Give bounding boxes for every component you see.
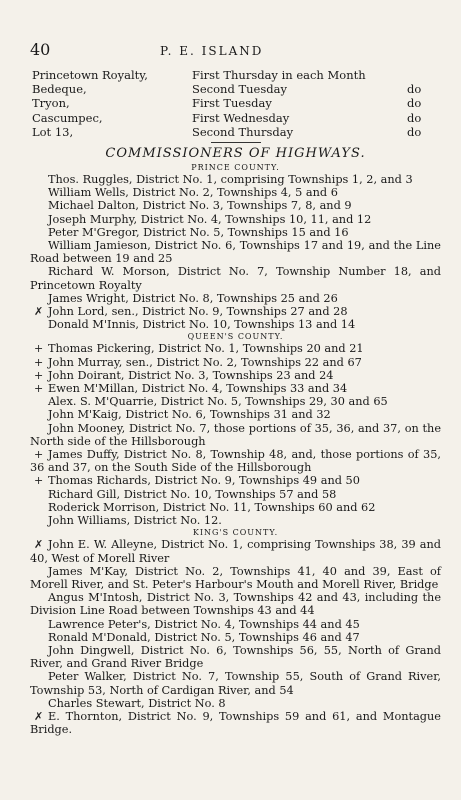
- handwritten-mark-icon: +: [34, 342, 44, 356]
- entry-text: William Wells, District No. 2, Townships 4, 5 and 6: [48, 186, 338, 200]
- court-day: First Wednesday: [192, 110, 290, 125]
- entry-text: Lawrence Peter's, District No. 4, Townships 44 and 45: [48, 617, 360, 631]
- entry-text: John M'Kaig, District No. 6, Townships 31 and 32: [48, 408, 331, 422]
- entry-text: James Wright, District No. 8, Townships 25 and 26: [48, 291, 338, 305]
- entry-text: James Duffy, District No. 8, Township 48, and, those portions of 35, 36 and 37, on the South Side of the Hillsborough: [30, 448, 441, 475]
- running-title: P. E. ISLAND: [160, 44, 264, 58]
- commissioner-entry: [30, 305, 441, 318]
- handwritten-mark-icon: +: [34, 382, 44, 396]
- entry-text: John Dingwell, District No. 6, Townships 56, 55, North of Grand River, and Grand River Bridge: [30, 643, 441, 671]
- commissioner-entry: [30, 318, 441, 331]
- commissioner-entry: [30, 618, 441, 631]
- handwritten-mark-icon: +: [34, 368, 44, 382]
- entry-text: Roderick Morrison, District No. 11, Townships 60 and 62: [48, 500, 376, 514]
- court-day: Second Tuesday: [192, 82, 287, 97]
- commissioner-entry: [30, 292, 441, 305]
- commissioner-entry: [30, 501, 441, 514]
- entry-text: Alex. S. M'Quarrie, District No. 5, Townships 29, 30 and 65: [48, 395, 388, 409]
- page-number: 40: [30, 40, 51, 59]
- handwritten-mark-icon: ✗: [34, 709, 44, 723]
- divider-rule: [211, 142, 261, 143]
- court-place: Cascumpec,: [32, 110, 103, 125]
- entry-text: John Doirant, District No. 3, Townships 23 and 24: [48, 368, 334, 382]
- entry-text: Richard Gill, District No. 10, Townships 57 and 58: [48, 487, 337, 501]
- entry-text: John Murray, sen., District No. 2, Townships 22 and 67: [48, 355, 362, 369]
- handwritten-mark-icon: +: [34, 355, 44, 369]
- entry-text: E. Thornton, District No. 9, Townships 59 and 61, and Montague Bridge.: [30, 709, 441, 737]
- commissioner-entry: [30, 226, 441, 239]
- handwritten-mark-icon: +: [34, 448, 44, 462]
- court-day: Second Thursday: [192, 124, 294, 139]
- court-day: First Thursday in each Month: [192, 68, 366, 82]
- entry-text: John Mooney, District No. 7, those portions of 35, 36, and 37, on the North side of the Hillsborough: [30, 421, 441, 448]
- commissioners-list: [30, 163, 441, 736]
- commissioner-entry: [30, 710, 441, 736]
- court-ditto: do: [407, 110, 422, 125]
- commissioner-entry: [30, 395, 441, 408]
- entry-text: Thos. Ruggles, District No. 1, comprising Townships 1, 2, and 3: [48, 173, 413, 187]
- handwritten-mark-icon: ✗: [34, 538, 44, 552]
- entry-text: Richard W. Morson, District No. 7, Township Number 18, and Princetown Royalty: [30, 265, 441, 292]
- entry-text: Angus M'Intosh, District No. 3, Townships 42 and 43, including the Division Line Road between Townships 43 and 44: [30, 591, 441, 618]
- commissioner-entry: [30, 265, 441, 291]
- commissioner-entry: [30, 408, 441, 421]
- commissioner-entry: [30, 356, 441, 369]
- commissioner-entry: [30, 422, 441, 448]
- entry-text: James M'Kay, District No. 2, Townships 41, 40 and 39, East of Morell River, and St. Peter's Harbour's Mouth and Morell River, Bridge: [30, 564, 441, 591]
- court-place: Princetown Royalty,: [32, 68, 148, 82]
- commissioner-entry: [30, 213, 441, 226]
- entry-text: Donald M'Innis, District No. 10, Townships 13 and 14: [48, 318, 356, 332]
- entry-text: William Jamieson, District No. 6, Townships 17 and 19, and the Line Road between 19 and 25: [30, 239, 441, 266]
- court-place: Lot 13,: [32, 124, 74, 139]
- commissioner-entry: [30, 514, 441, 527]
- court-ditto: do: [407, 82, 422, 97]
- court-day: First Tuesday: [192, 96, 272, 111]
- commissioner-entry: [30, 199, 441, 212]
- entry-text: John Lord, sen., District No. 9, Townships 27 and 28: [48, 305, 348, 319]
- court-ditto: [407, 68, 441, 82]
- handwritten-mark-icon: +: [34, 474, 44, 488]
- commissioner-entry: [30, 565, 441, 591]
- handwritten-mark-icon: ✗: [34, 305, 44, 319]
- commissioner-entry: [30, 644, 441, 670]
- commissioner-entry: [30, 670, 441, 696]
- entry-text: John E. W. Alleyne, District No. 1, comprising Townships 38, 39 and 40, West of Morell River: [30, 538, 441, 565]
- entry-text: Charles Stewart, District No. 8: [48, 696, 226, 710]
- page-header: [30, 40, 441, 62]
- commissioner-entry: [30, 342, 441, 355]
- commissioner-entry: [30, 591, 441, 617]
- commissioner-entry: [30, 631, 441, 644]
- court-place: Tryon,: [32, 96, 70, 111]
- court-place: Bedeque,: [32, 82, 87, 97]
- entry-text: Thomas Richards, District No. 9, Townships 49 and 50: [48, 474, 360, 488]
- county-heading: KING'S COUNTY.: [192, 528, 279, 538]
- entry-text: John Williams, District No. 12.: [48, 514, 222, 528]
- court-schedule: [30, 68, 441, 139]
- commissioner-entry: [30, 382, 441, 395]
- entry-text: Thomas Pickering, District No. 1, Townships 20 and 21: [48, 342, 364, 356]
- entry-text: Joseph Murphy, District No. 4, Townships 10, 11, and 12: [48, 212, 372, 226]
- entry-text: Ronald M'Donald, District No. 5, Townships 46 and 47: [48, 630, 360, 644]
- commissioner-entry: [30, 538, 441, 564]
- commissioner-entry: [30, 186, 441, 199]
- commissioner-entry: [30, 474, 441, 487]
- section-title: COMMISSIONERS OF HIGHWAYS.: [105, 146, 366, 162]
- court-ditto: do: [407, 96, 422, 111]
- entry-text: Michael Dalton, District No. 3, Townships 7, 8, and 9: [48, 199, 352, 213]
- entry-text: Ewen M'Millan, District No. 4, Townships 33 and 34: [48, 382, 348, 396]
- court-ditto: do: [407, 124, 422, 139]
- commissioner-entry: [30, 448, 441, 474]
- entry-text: Peter Walker, District No. 7, Township 55, South of Grand River, Township 53, North of Cardigan River, and 54: [30, 670, 441, 697]
- county-heading: QUEEN'S COUNTY.: [187, 332, 284, 342]
- commissioner-entry: [30, 173, 441, 186]
- commissioner-entry: [30, 369, 441, 382]
- commissioner-entry: [30, 488, 441, 501]
- county-heading: PRINCE COUNTY.: [191, 163, 280, 173]
- entry-text: Peter M'Gregor, District No. 5, Townships 15 and 16: [48, 225, 349, 239]
- commissioner-entry: [30, 697, 441, 710]
- commissioner-entry: [30, 239, 441, 265]
